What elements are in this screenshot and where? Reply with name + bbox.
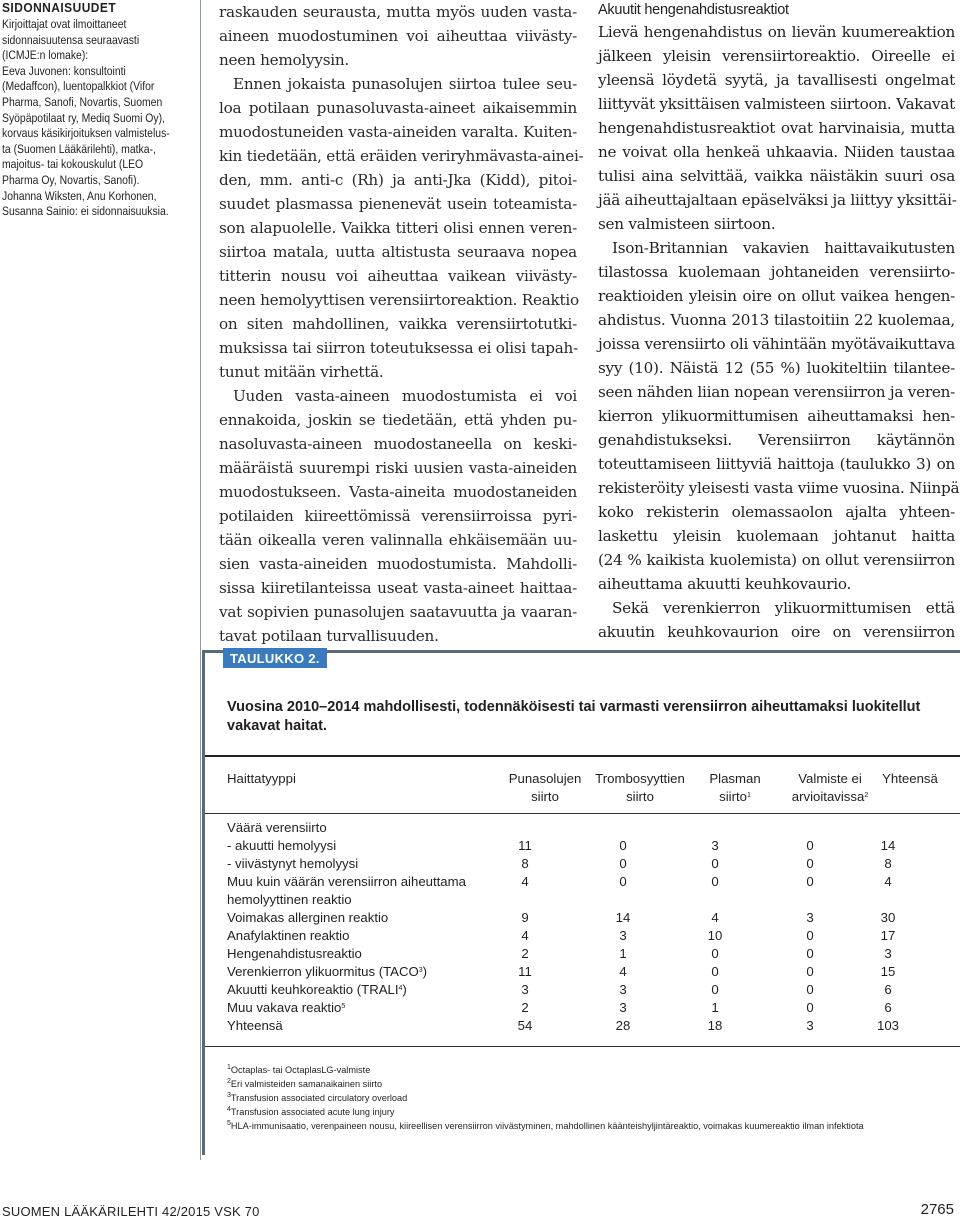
body-line: neen hemolyysin.	[219, 51, 349, 69]
row-label-text: - akuutti hemolyysi	[227, 838, 337, 853]
disclosure-line: Kirjoittajat ovat ilmoittaneet	[2, 17, 127, 31]
body-line: hengenahdistusreaktiot ovat harvinaisia, mutta	[598, 119, 955, 137]
page-footer	[0, 1191, 960, 1225]
row-label	[227, 981, 407, 999]
body-line: seen nähden liian nopean verensiirron ja veren-	[598, 383, 955, 401]
body-line: muodostukseen. Vasta-aineita muodostaneiden	[219, 483, 577, 501]
table-cell: 3	[619, 1000, 627, 1015]
row-label-text: Voimakas allerginen reaktio	[227, 910, 389, 925]
row-label	[227, 1017, 283, 1035]
footnote	[227, 1092, 407, 1104]
footnote-marker: 1	[746, 792, 751, 799]
disclosure-line: Pharma, Sanofi, Novartis, Suomen	[2, 94, 163, 109]
body-line: on siten mahdollinen, vaikka verensiirtotutki-	[219, 315, 577, 333]
table-cell: 3	[806, 1018, 814, 1033]
table-cell: 4	[884, 874, 892, 889]
table-cell: 0	[711, 874, 719, 889]
table-cell: 30	[880, 910, 896, 925]
table-cell: 14	[615, 910, 631, 925]
body-line: raskauden seurausta, mutta myös uuden vasta-	[219, 3, 577, 21]
table-cell: 0	[806, 946, 814, 961]
row-label	[227, 909, 388, 927]
footnote-text: Eri valmisteiden samanaikainen siirto	[230, 1079, 383, 1089]
table-cell: 0	[806, 874, 814, 889]
body-line: reaktioiden yleisin oire on ollut vaikea hengen-	[598, 287, 955, 305]
table-cell: 6	[884, 982, 892, 997]
disclosure-line: Johanna Wiksten, Anu Korhonen,	[2, 188, 157, 203]
header-line	[695, 788, 775, 806]
table-cell: 6	[884, 1000, 892, 1015]
disclosure-line: (ICMJE:n lomake):	[2, 48, 89, 63]
table-cell: 18	[707, 1018, 723, 1033]
body-line: titterin nousu voi aiheuttaa vaikean viivästy-	[219, 267, 577, 285]
table-cell: 4	[619, 964, 627, 979]
table-bottom-rule	[205, 1046, 960, 1047]
table-caption: Vuosina 2010–2014 mahdollisesti, todennäköisesti tai varmasti verensiirron aiheuttamaksi luokitellut vakavat haitat.	[227, 699, 921, 734]
header-line: siirto	[626, 789, 654, 804]
body-line: syy (10). Näistä 12 (55 %) luokiteltiin tilantee-	[598, 359, 955, 377]
table-cell: 14	[880, 838, 896, 853]
body-line: koko rekisterin olemassaolon ajalta yhteen-	[598, 503, 955, 521]
disclosure-line: Syöpäpotilaat ry, Mediq Suomi Oy),	[2, 110, 165, 125]
row-label-text: - viivästynyt hemolyysi	[227, 856, 359, 871]
body-line: joissa verensiirto oli vähintään myötävaikuttava	[598, 335, 955, 353]
body-line: jää aiheuttajaltaan epäselväksi ja liittyy yksittäi-	[598, 191, 957, 209]
table-cell: 0	[619, 838, 627, 853]
table-cell: 15	[880, 964, 896, 979]
header-text: siirto	[719, 789, 747, 804]
row-label-suffix: )	[402, 982, 407, 997]
table-cell: 3	[711, 838, 719, 853]
disclosure-line: Susanna Sainio: ei sidonnaisuuksia.	[2, 204, 169, 219]
table-cell: 3	[521, 982, 529, 997]
journal-info: SUOMEN LÄÄKÄRILEHTI 42/2015 VSK 70	[2, 1204, 260, 1219]
table-cell: 0	[806, 928, 814, 943]
table-cell: 0	[806, 1000, 814, 1015]
body-line: sen valmisteen siirtoon.	[598, 215, 776, 233]
body-line: ahdistus. Vuonna 2013 tilastoitiin 22 kuolemaa,	[598, 311, 955, 329]
footnote-marker: 4	[398, 985, 403, 992]
table-cell: 0	[711, 856, 719, 871]
header-line: siirto	[531, 789, 559, 804]
header-line	[775, 788, 885, 806]
footnote	[227, 1106, 395, 1118]
header-plasman	[695, 770, 775, 806]
footnote	[227, 1120, 864, 1132]
table-cell: 4	[521, 928, 529, 943]
row-label	[227, 963, 427, 981]
header-line: Plasman	[709, 771, 761, 786]
footnote-text: Transfusion associated acute lung injury	[230, 1107, 395, 1117]
table-cell: 0	[806, 964, 814, 979]
table-header-rule	[205, 813, 960, 814]
table-cell: 0	[711, 946, 719, 961]
section-heading: Akuutit hengenahdistusreaktiot	[598, 2, 789, 18]
body-line: toteuttamiseen liittyviä haittoja (taulukko 3) on	[598, 455, 955, 473]
row-label	[227, 855, 358, 873]
row-label	[227, 837, 336, 855]
footnote-number: 1	[227, 1064, 231, 1071]
table-cell: 11	[518, 964, 532, 979]
body-line: jälkeen yleisin verensiirtoreaktio. Oireelle ei	[598, 47, 955, 65]
body-line: loa potilaan punasoluvasta-aineet aikaisemmin	[219, 99, 577, 117]
body-line: liittyvät yksittäisen valmisteen siirtoon. Vakavat	[598, 95, 955, 113]
row-label-text: Hengenahdistusreaktio	[227, 946, 362, 961]
row-label-text: Akuutti keuhkoreaktio (TRALI	[227, 982, 399, 997]
table-cell: 3	[884, 946, 892, 961]
disclosures-text	[2, 17, 194, 220]
body-line: tilastossa kuolemaan johtaneiden verensiirto-	[598, 263, 955, 281]
table-cell: 3	[806, 910, 814, 925]
row-label	[227, 945, 362, 963]
disclosure-line: Pharma Oy, Novartis, Sanofi).	[2, 172, 140, 187]
header-line: Valmiste ei	[798, 771, 862, 786]
footnote-number: 2	[227, 1078, 231, 1085]
row-label-text: Anafylaktinen reaktio	[227, 928, 350, 943]
body-line: (24 % kaikista kuolemista) on ollut verensiirron	[598, 551, 955, 569]
body-line: kierron ylikuormittumisen aiheuttamaksi hen-	[598, 407, 955, 425]
footnote-text: Octaplas- tai OctaplasLG-valmiste	[230, 1065, 371, 1075]
footnote-text: HLA-immunisaatio, verenpaineen nousu, kiireellisen verensiirron viivästyminen, mahdollinen käänteishyljintäreaktio, voimakas kuumereaktio ilman infektiota	[230, 1121, 864, 1131]
table-cell: 0	[711, 964, 719, 979]
footnote-number: 5	[227, 1120, 231, 1127]
table-cell: 8	[521, 856, 529, 871]
footnote-marker: 3	[418, 967, 423, 974]
body-line: Sekä verenkierron ylikuormittumisen että	[612, 599, 955, 617]
row-label	[227, 873, 466, 909]
body-line: ne voivat olla henkeä uhkaavia. Niiden taustaa	[598, 143, 955, 161]
body-line: potilaiden kiireettömissä verensiirroissa pyri-	[219, 507, 577, 525]
footnote-marker: 2	[864, 792, 869, 799]
table-top-rule	[205, 755, 960, 757]
body-line: vat sopivien punasolujen saatavuutta ja vaaran-	[219, 603, 577, 621]
body-line: sien vasta-aineiden muodostumista. Mahdolli-	[219, 555, 577, 573]
table-cell: 0	[619, 874, 627, 889]
table-cell: 8	[884, 856, 892, 871]
table-cell: 9	[521, 910, 529, 925]
header-punasolujen	[505, 770, 585, 806]
table-cell: 1	[711, 1000, 719, 1015]
body-line: genahdistukseksi. Verensiirron käytännön	[598, 431, 955, 449]
body-line: nasoluvasta-aineen muodostaneella on keski-	[219, 435, 577, 453]
body-line: ennakoida, joskin se tiedetään, että yhden pu-	[219, 411, 577, 429]
body-line: yleensä löydetä syytä, ja tavallisesti ongelmat	[598, 71, 955, 89]
body-line: den, mm. anti-c (Rh) ja anti-Jka (Kidd), pitoi-	[219, 171, 577, 189]
body-line: laskettu yleisin kuolemaan johtanut haitta	[598, 527, 955, 545]
body-line: Lievä hengenahdistus on lievän kuumereaktion	[598, 23, 955, 41]
table-cell: 0	[806, 982, 814, 997]
header-yhteensa: Yhteensä	[882, 771, 938, 786]
disclosure-line: Eeva Juvonen: konsultointi	[2, 63, 126, 78]
table-label: TAULUKKO 2.	[223, 648, 327, 668]
header-valmiste	[775, 770, 885, 806]
footnote-text: Transfusion associated circulatory overload	[230, 1093, 408, 1103]
header-line: Punasolujen	[508, 771, 582, 786]
table-cell: 0	[806, 838, 814, 853]
table-cell: 28	[615, 1018, 631, 1033]
footnote	[227, 1064, 370, 1076]
disclosures-sidebar	[0, 0, 196, 220]
table-cell: 4	[521, 874, 529, 889]
table-cell: 11	[518, 838, 532, 853]
row-label-text: Yhteensä	[227, 1018, 283, 1033]
body-line: sissa kiiretilanteissa useat vasta-aineet haittaa-	[219, 579, 577, 597]
row-label	[227, 999, 345, 1017]
body-line: kin tiedetään, että eräiden veriryhmävasta-ainei-	[219, 147, 584, 165]
body-line: Ennen jokaista punasolujen siirtoa tulee seu-	[233, 75, 577, 93]
table-cell: 2	[521, 946, 529, 961]
body-line: Uuden vasta-aineen muodostumista ei voi	[233, 387, 577, 405]
body-line: akuutin keuhkovaurion oire on verensiirron	[598, 623, 955, 641]
body-line: siirtoa matala, uutta altistusta seuraava nopea	[219, 243, 577, 261]
header-haittatyyppi: Haittatyyppi	[227, 771, 296, 786]
table-cell: 17	[880, 928, 896, 943]
disclosures-heading: SIDONNAISUUDET	[2, 0, 117, 15]
body-line: muodostuneiden vasta-aineiden varalta. Kuiten-	[219, 123, 577, 141]
body-line: tään oikealla veren valinnalla ehkäisemään uu-	[219, 531, 577, 549]
header-line: Trombosyyttien	[595, 771, 685, 786]
table-cell: 2	[521, 1000, 529, 1015]
disclosure-line: (Medaffcon), luentopalkkiot (Vifor	[2, 79, 155, 94]
footnote-number: 3	[227, 1092, 231, 1099]
disclosure-line: korvaus käsikirjoituksen valmistelus-	[2, 126, 170, 141]
row-label-suffix: )	[422, 964, 428, 979]
row-label-text: Muu kuin väärän verensiirron aiheuttama	[227, 874, 466, 889]
body-line: neen hemolyyttisen verensiirtoreaktion. Reaktio	[219, 291, 579, 309]
body-line: Ison-Britannian vakavien haittavaikutusten	[612, 239, 955, 257]
table-cell: 103	[876, 1018, 899, 1033]
sidebar-divider	[200, 0, 201, 1160]
body-line: rekisteröity yleisesti vasta viime vuosina. Niinpä	[598, 479, 960, 497]
table-cell: 0	[711, 982, 719, 997]
body-line: tulisi aina selvittää, vaikka näistäkin suuri osa	[598, 167, 955, 185]
row-label-text: Verenkierron ylikuormitus (TACO	[227, 964, 419, 979]
table-cell: 3	[619, 928, 627, 943]
disclosure-line: ta (Suomen Lääkärilehti), matka-,	[2, 141, 156, 156]
table-cell: 1	[619, 946, 627, 961]
right-text-column	[598, 0, 960, 644]
body-line: suudet plasmassa pienenevät usein toteamista-	[219, 195, 577, 213]
middle-text-column	[219, 0, 584, 648]
disclosure-line: majoitus- tai kokouskulut (LEO	[2, 157, 144, 172]
table-cell: 3	[619, 982, 627, 997]
body-line: tunut mitään virhettä.	[219, 363, 384, 381]
body-line: son alapuolelle. Vaikka titteri olisi ennen veren-	[219, 219, 577, 237]
row-label-text: Muu vakava reaktio	[227, 1000, 342, 1015]
body-line: määräistä suurempi riski uusien vasta-aineiden	[219, 459, 577, 477]
header-text: arvioitavissa	[791, 789, 865, 804]
page-number: 2765	[920, 1201, 954, 1218]
footnote	[227, 1078, 382, 1090]
table-cell: 54	[517, 1018, 533, 1033]
table-2-box	[202, 650, 960, 1155]
body-line: muksissa tai siirron toteutuksessa ei olisi tapah-	[219, 339, 578, 357]
disclosure-line: sidonnaisuutensa seuraavasti	[2, 32, 140, 47]
row-label-continued: hemolyyttinen reaktio	[227, 892, 352, 907]
table-cell: 4	[711, 910, 719, 925]
group-label: Väärä verensiirto	[227, 820, 327, 835]
body-line: tavat potilaan turvallisuuden.	[219, 627, 439, 645]
body-line: aiheuttama akuutti keuhkovaurio.	[598, 575, 852, 593]
table-cell: 10	[707, 928, 723, 943]
table-cell: 0	[806, 856, 814, 871]
row-label	[227, 927, 349, 945]
footnote-number: 4	[227, 1106, 231, 1113]
body-line: aineen muodostuminen voi aiheuttaa viivästy-	[219, 27, 577, 45]
footnote-marker: 5	[341, 1003, 346, 1010]
table-cell: 0	[619, 856, 627, 871]
header-trombosyyttien	[590, 770, 690, 806]
